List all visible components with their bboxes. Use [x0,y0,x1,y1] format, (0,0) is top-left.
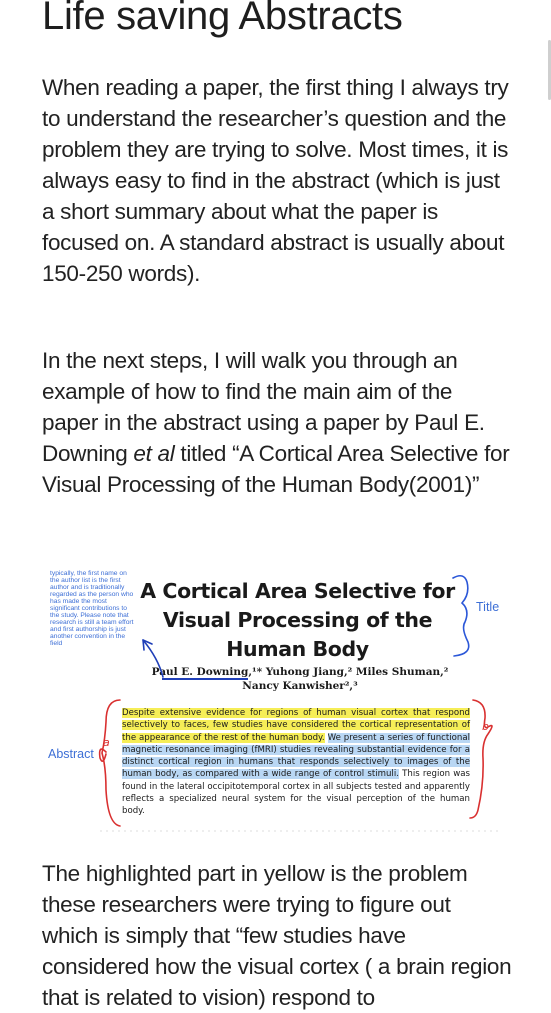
title-label: Title [476,600,500,614]
abstract-right-brace [470,700,492,818]
et-al-text: et al [133,441,175,466]
explanation-paragraph: The highlighted part in yellow is the problem these researchers were trying to figure out which is simply that “few studies have considered how the visual cortex ( a brain region that is related to vision) respond to [42,861,512,1010]
abstract-aim-highlight: We present a series of functional magnetic resonance imaging (fMRI) studies revealing substantial evidence for a distinct cortical region in humans that responds selectively to images of the human body, as compared with a wide range of control stimuli. [122,732,470,780]
steps-paragraph-text: In the next steps, I will walk you through an example of how to find the main aim of the paper in the abstract using a paper by Paul E. Downing [42,348,485,466]
abstract-left-brace [100,700,120,826]
page-title: Life saving Abstracts [42,0,403,38]
first-author-note: typically, the first name on the author list is the first author and is traditionally regarded as the person who has made the most significant contributions to the study. Please note that research is still a team effort and first authorship is just another convention in the field [50,570,134,647]
paper-screenshot-figure [40,562,510,834]
abstract-label: Abstract [48,747,94,761]
authors-line-2: Nancy Kanwisher²,³ [242,680,358,692]
abstract-rest-text: This region was found in the lateral occipitotemporal cortex in all subjects tested and apparently reflects a specialized neural system for the visual perception of the human body. [122,769,470,817]
abstract-marker-right: b [482,720,489,733]
arrow-annotation [143,640,163,677]
steps-paragraph-title-text: titled “A Cortical Area Selective for Visual Processing of the Human Body(2001)” [42,441,510,497]
abstract-problem-highlight: Despite extensive evidence for regions of human visual cortex that respond selectively to faces, few studies have considered the cortical representation of the appearance of the rest of the human body. [122,708,470,743]
paper-title: A Cortical Area Selective for Visual Processing of the Human Body [140,579,455,661]
steps-paragraph [42,345,512,500]
intro-paragraph: When reading a paper, the first thing I always try to understand the researcher’s question and the problem they are trying to solve. Most times, it is always easy to find in the abstract (which is just a short summary about what the paper is focused on. A standard abstract is usually about 150-250 words). [42,75,509,286]
paper-abstract [122,707,470,818]
abstract-marker-left: a [103,736,110,749]
authors-line-1: Paul E. Downing,¹* Yuhong Jiang,² Miles Shuman,² [151,666,449,678]
title-brace [453,576,469,656]
